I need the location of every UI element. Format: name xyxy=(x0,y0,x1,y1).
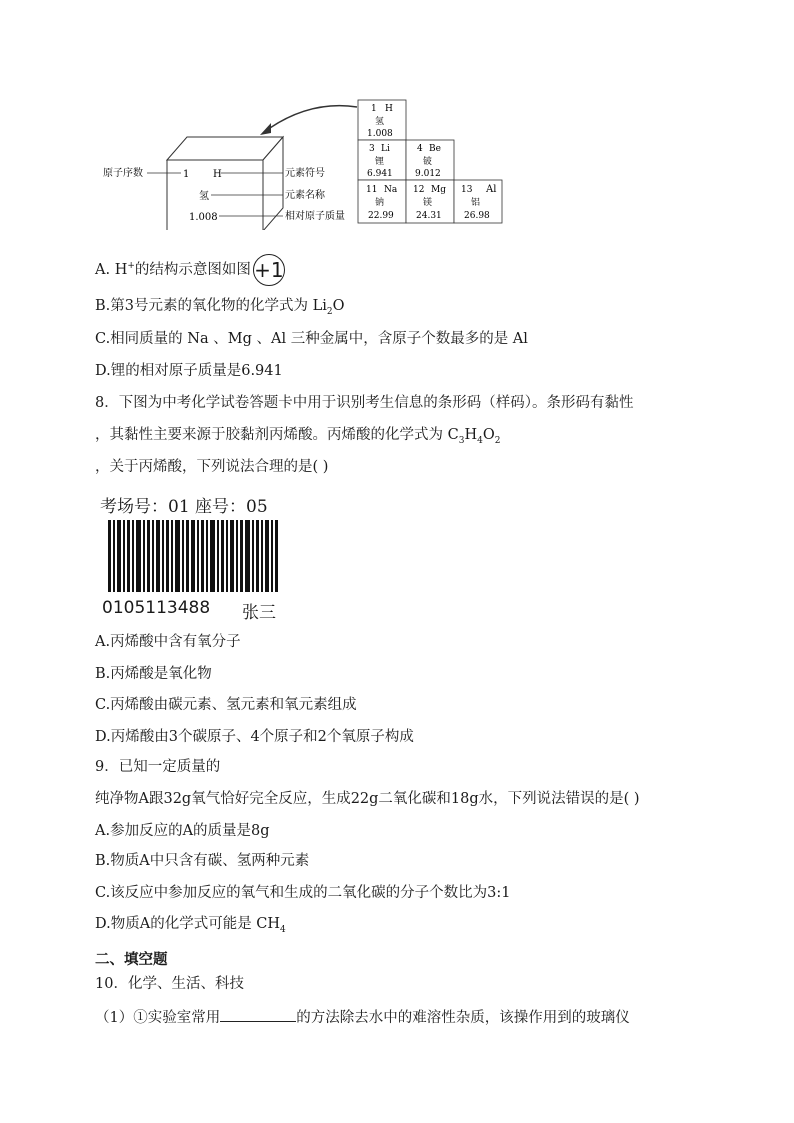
svg-text:12: 12 xyxy=(413,185,425,195)
svg-text:4: 4 xyxy=(417,144,423,154)
svg-text:Li: Li xyxy=(381,144,390,154)
q7-option-b: B.第3号元素的氧化物的化学式为 $Li_2O$ xyxy=(95,298,345,317)
q8-stem-line1: 8．下图为中考化学试卷答题卡中用于识别考生信息的条形码（样码）。条形码有黏性 xyxy=(95,395,634,411)
cube-number: 1 xyxy=(183,169,190,180)
barcode-name: 张三 xyxy=(242,603,276,623)
cell-Li xyxy=(358,140,406,180)
q9-option-b: B.物质A中只含有碳、氢两种元素 xyxy=(95,853,310,869)
svg-text:13: 13 xyxy=(461,185,473,195)
svg-text:11: 11 xyxy=(366,185,378,195)
barcode-sample xyxy=(98,490,298,622)
barcode-header: 考场号：01 座号：05 xyxy=(100,497,268,517)
q8-stem-line2: ，其黏性主要来源于胶黏剂丙烯酸。丙烯酸的化学式为 $C_3H_4O_2$ xyxy=(95,427,501,446)
svg-text:1.008: 1.008 xyxy=(367,129,393,139)
q8-option-a: A.丙烯酸中含有氧分子 xyxy=(95,634,241,650)
periodic-table-figure xyxy=(95,95,515,230)
q8-stem-line3: ，关于丙烯酸，下列说法合理的是( ) xyxy=(95,459,329,475)
q7-option-c: C.相同质量的 Na 、Mg 、Al 三种金属中，含原子个数最多的是 Al xyxy=(95,331,528,347)
barcode-number: 0105113488 xyxy=(102,598,211,618)
arrow-head xyxy=(260,123,271,135)
q8-option-b: B.丙烯酸是氧化物 xyxy=(95,666,212,682)
q9-stem-line2: 纯净物A跟32g氧气恰好完全反应，生成22g二氧化碳和18g水，下列说法错误的是( ) xyxy=(95,791,640,807)
svg-text:锂: 锂 xyxy=(375,157,385,167)
svg-text:Al: Al xyxy=(486,184,497,195)
cell-H xyxy=(358,100,406,140)
symbol-label: 元素符号 xyxy=(285,168,325,179)
q7-option-a: A. H+的结构示意图如图 +1 xyxy=(95,254,285,286)
cube-symbol: H xyxy=(213,169,222,180)
cell-Al xyxy=(454,180,502,223)
cube-name: 氢 xyxy=(199,191,209,202)
answer-blank[interactable] xyxy=(220,1007,296,1022)
svg-text:9.012: 9.012 xyxy=(415,169,441,179)
svg-text:H: H xyxy=(385,104,393,114)
curved-arrow xyxy=(267,106,357,130)
svg-text:Mg: Mg xyxy=(431,185,446,195)
svg-text:Na: Na xyxy=(384,185,398,195)
svg-text:3: 3 xyxy=(369,144,375,154)
q10-title: 10．化学、生活、科技 xyxy=(95,976,244,992)
svg-text:铍: 铍 xyxy=(423,157,433,167)
atomic-number-label: 原子序数 xyxy=(103,168,143,179)
section-heading: 二、填空题 xyxy=(95,952,168,968)
svg-text:氢: 氢 xyxy=(375,117,385,127)
q10-part1: （1）①实验室常用 的方法除去水中的难溶性杂质，该操作用到的玻璃仪 xyxy=(95,1007,630,1028)
cell-Na xyxy=(358,180,406,223)
barcode-bars xyxy=(108,520,280,592)
cell-Mg xyxy=(406,180,454,223)
svg-text:1: 1 xyxy=(371,104,377,114)
cube-mass: 1.008 xyxy=(189,212,218,223)
svg-text:Be: Be xyxy=(429,144,441,154)
svg-text:26.98: 26.98 xyxy=(464,211,490,221)
cell-Be xyxy=(406,140,454,180)
svg-text:6.941: 6.941 xyxy=(367,169,393,179)
name-label: 元素名称 xyxy=(285,190,325,201)
q9-stem-line1: 9．已知一定质量的 xyxy=(95,759,221,775)
svg-text:24.31: 24.31 xyxy=(416,211,442,221)
plus-one-circle-icon: +1 xyxy=(253,254,285,286)
q8-option-c: C.丙烯酸由碳元素、氢元素和氧元素组成 xyxy=(95,697,357,713)
q9-option-c: C.该反应中参加反应的氧气和生成的二氧化碳的分子个数比为3:1 xyxy=(95,885,511,901)
svg-text:22.99: 22.99 xyxy=(368,211,394,221)
svg-text:镁: 镁 xyxy=(423,198,433,208)
q7-option-d: D.锂的相对原子质量是6.941 xyxy=(95,363,283,379)
svg-text:钠: 钠 xyxy=(375,198,385,208)
q9-option-d: D.物质A的化学式可能是 $CH_4$ xyxy=(95,916,286,935)
svg-text:铝: 铝 xyxy=(471,198,481,208)
q8-option-d: D.丙烯酸由3个碳原子、4个原子和2个氧原子构成 xyxy=(95,729,414,745)
q9-option-a: A.参加反应的A的质量是8g xyxy=(95,823,270,839)
mass-label: 相对原子质量 xyxy=(285,211,345,222)
